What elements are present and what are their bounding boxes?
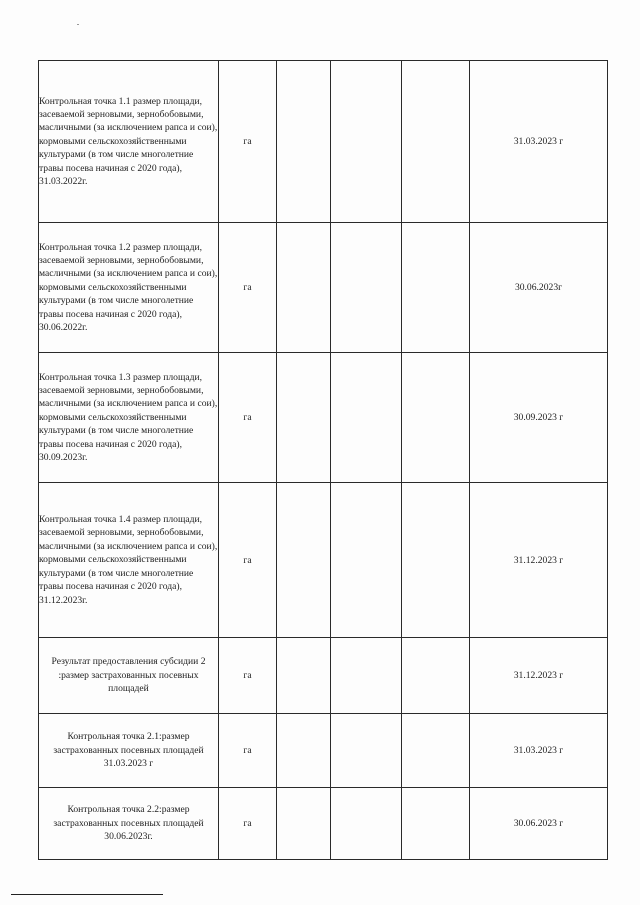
table-row	[39, 714, 608, 788]
scan-speck	[77, 24, 79, 25]
table-row	[39, 788, 608, 860]
row-date: 31.12.2023 г	[470, 483, 608, 638]
empty-cell	[331, 788, 402, 860]
row-unit: га	[219, 638, 277, 714]
empty-cell	[331, 638, 402, 714]
table-row	[39, 483, 608, 638]
empty-cell	[402, 353, 470, 483]
empty-cell	[331, 714, 402, 788]
empty-cell	[277, 483, 331, 638]
row-unit: га	[219, 483, 277, 638]
row-description: Контрольная точка 2.1:размер застрахованных посевных площадей 31.03.2023 г	[39, 714, 219, 788]
empty-cell	[402, 714, 470, 788]
empty-cell	[331, 223, 402, 353]
empty-cell	[277, 61, 331, 223]
row-date: 31.03.2023 г	[470, 61, 608, 223]
table-row	[39, 223, 608, 353]
row-description: Результат предоставления субсидии 2 :размер застрахованных посевных площадей	[39, 638, 219, 714]
empty-cell	[402, 61, 470, 223]
row-date: 30.09.2023 г	[470, 353, 608, 483]
table-row	[39, 61, 608, 223]
empty-cell	[277, 714, 331, 788]
control-points-table	[38, 60, 608, 860]
row-description: Контрольная точка 1.1 размер площади, засеваемой зерновыми, зернобобовыми, масличными (за исключением рапса и сои), кормовыми сельскохозяйственными культурами (в том числе многолетние травы посева начиная с 2020 года), 31.03.2022г.	[39, 61, 219, 223]
empty-cell	[402, 223, 470, 353]
row-date: 30.06.2023 г	[470, 788, 608, 860]
row-date: 31.12.2023 г	[470, 638, 608, 714]
row-unit: га	[219, 61, 277, 223]
empty-cell	[277, 788, 331, 860]
table-row	[39, 638, 608, 714]
empty-cell	[277, 638, 331, 714]
empty-cell	[402, 788, 470, 860]
empty-cell	[402, 638, 470, 714]
row-description: Контрольная точка 2.2:размер застрахованных посевных площадей 30.06.2023г.	[39, 788, 219, 860]
row-date: 30.06.2023г	[470, 223, 608, 353]
footnote-separator	[11, 894, 163, 895]
empty-cell	[331, 61, 402, 223]
row-unit: га	[219, 353, 277, 483]
row-unit: га	[219, 788, 277, 860]
table-row	[39, 353, 608, 483]
empty-cell	[331, 483, 402, 638]
empty-cell	[331, 353, 402, 483]
empty-cell	[277, 223, 331, 353]
empty-cell	[277, 353, 331, 483]
row-description: Контрольная точка 1.3 размер площади, засеваемой зерновыми, зернобобовыми, масличными (за исключением рапса и сои), кормовыми сельскохозяйственными культурами (в том числе многолетние травы посева начиная с 2020 года), 30.09.2023г.	[39, 353, 219, 483]
empty-cell	[402, 483, 470, 638]
row-description: Контрольная точка 1.2 размер площади, засеваемой зерновыми, зернобобовыми, масличными (за исключением рапса и сои), кормовыми сельскохозяйственными культурами (в том числе многолетние травы посева начиная с 2020 года), 30.06.2022г.	[39, 223, 219, 353]
row-description: Контрольная точка 1.4 размер площади, засеваемой зерновыми, зернобобовыми, масличными (за исключением рапса и сои), кормовыми сельскохозяйственными культурами (в том числе многолетние травы посева начиная с 2020 года), 31.12.2023г.	[39, 483, 219, 638]
row-unit: га	[219, 223, 277, 353]
row-date: 31.03.2023 г	[470, 714, 608, 788]
row-unit: га	[219, 714, 277, 788]
